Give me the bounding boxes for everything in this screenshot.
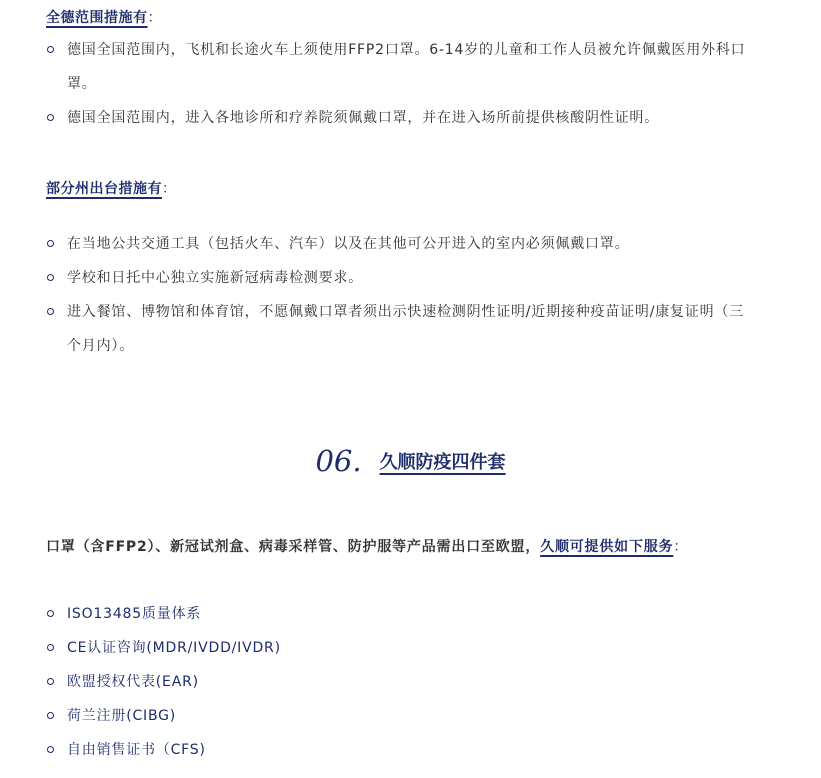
service-item: ISO13485质量体系 xyxy=(46,597,746,631)
section-heading-states xyxy=(46,178,177,198)
services-intro-text: 口罩（含FFP2）、新冠试剂盒、病毒采样管、防护服等产品需出口至欧盟， xyxy=(46,539,541,555)
service-item: 欧盟授权代表(EAR) xyxy=(46,665,746,699)
service-item: 自由销售证书（CFS) xyxy=(46,733,746,767)
services-intro-highlight: 久顺可提供如下服务 xyxy=(540,539,674,555)
service-item: CE认证咨询(MDR/IVDD/IVDR) xyxy=(46,631,746,665)
list-item: 德国全国范围内，进入各地诊所和疗养院须佩戴口罩，并在进入场所前提供核酸阴性证明。 xyxy=(46,101,746,135)
list-item: 德国全国范围内，飞机和长途火车上须使用FFP2口罩。6-14岁的儿童和工作人员被允许佩戴医用外科口罩。 xyxy=(46,33,746,101)
chapter-title xyxy=(0,444,821,478)
services-intro xyxy=(46,530,736,564)
heading-colon: ： xyxy=(147,10,162,26)
section-heading-nationwide-label: 全德范围措施有 xyxy=(46,10,148,26)
services-list xyxy=(46,597,746,767)
list-item: 学校和日托中心独立实施新冠病毒检测要求。 xyxy=(46,261,746,295)
chapter-heading: 久顺防疫四件套 xyxy=(379,452,506,473)
nationwide-measures-list xyxy=(46,33,746,135)
chapter-number: 06. xyxy=(315,444,362,478)
service-item: 荷兰注册(CIBG) xyxy=(46,699,746,733)
services-intro-colon: ： xyxy=(673,539,689,555)
list-item: 进入餐馆、博物馆和体育馆，不愿佩戴口罩者须出示快速检测阴性证明/近期接种疫苗证明/康复证明（三个月内）。 xyxy=(46,295,746,363)
section-heading-states-label: 部分州出台措施有 xyxy=(46,181,162,197)
heading-colon: ： xyxy=(162,181,177,197)
section-heading-nationwide xyxy=(46,7,162,27)
list-item: 在当地公共交通工具（包括火车、汽车）以及在其他可公开进入的室内必须佩戴口罩。 xyxy=(46,227,746,261)
state-measures-list xyxy=(46,227,746,363)
